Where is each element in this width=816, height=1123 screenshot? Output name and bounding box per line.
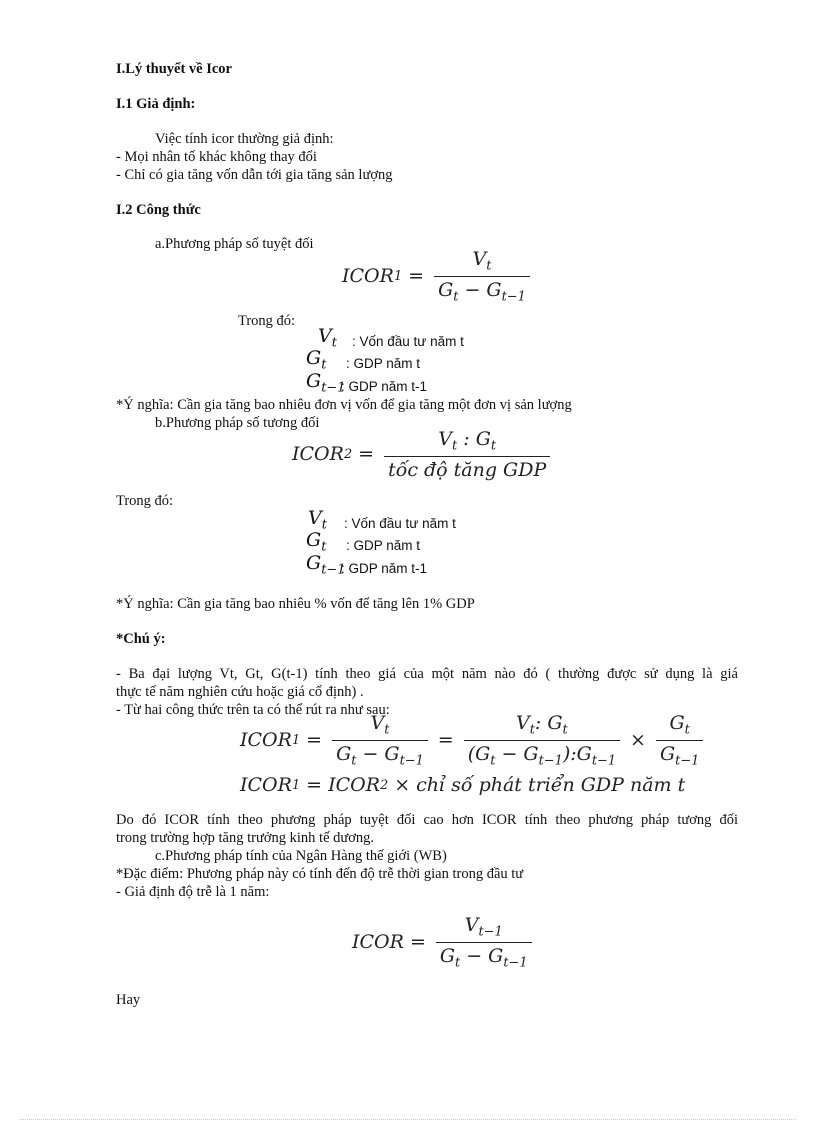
variable-vt-desc: : Vốn đầu tư năm t: [352, 334, 464, 349]
variable-gt1-desc: : GDP năm t-1: [341, 561, 428, 576]
heading-assumptions: I.1 Giả định:: [116, 96, 196, 112]
variable-gt: $G_t$: [306, 529, 327, 555]
note-heading: *Chú ý:: [116, 631, 166, 647]
heading-formulas: I.2 Công thức: [116, 202, 201, 218]
variable-gt1-desc: : GDP năm t-1: [341, 379, 428, 394]
variable-vt: $V_t$: [318, 325, 337, 351]
equation-icor1-absolute: ICOR 1 = $\frac{V_t}{G_t - G_{t-1}}$: [342, 248, 534, 304]
note-line: thực tế năm nghiên cứu hoặc giá cố định) .: [116, 684, 364, 700]
conclusion-line: trong trường hợp tăng trưởng kinh tế dương.: [116, 830, 375, 846]
variable-gt-desc: : GDP năm t: [346, 538, 421, 553]
variable-gt-desc: : GDP năm t: [346, 356, 421, 371]
equation-icor2-relative: ICOR 2 = $\frac{V_t : G_t}{\text{tốc độ tăng GDP}}$: [292, 428, 554, 481]
page-bottom-border: [20, 1119, 796, 1120]
meaning-b: *Ý nghĩa: Cần gia tăng bao nhiêu % vốn để tăng lên 1% GDP: [116, 596, 475, 612]
equation-icor1-icor2-relation: ICOR 1 = ICOR 2 × chỉ số phát triển GDP năm t: [240, 774, 686, 796]
assumptions-intro: Việc tính icor thường giả định:: [155, 131, 334, 147]
where-label: Trong đó:: [116, 493, 174, 509]
note-line: - Ba đại lượng Vt, Gt, G(t-1) tính theo giá của một năm nào đó ( thường được sử dụng là giá: [116, 666, 738, 682]
variable-vt: $V_t$: [308, 507, 327, 533]
assumption-item: - Chỉ có gia tăng vốn dẫn tới gia tăng sản lượng: [116, 167, 393, 183]
equation-icor-wb: ICOR = $\frac{V_{t-1}}{G_t - G_{t-1}}$: [352, 914, 536, 970]
where-label: Trong đó:: [238, 313, 296, 329]
heading-main: I.Lý thuyết về Icor: [116, 61, 232, 77]
conclusion-line: Do đó ICOR tính theo phương pháp tuyệt đối cao hơn ICOR tính theo phương pháp tương đối: [116, 812, 738, 828]
method-c-title: c.Phương pháp tính của Ngân Hàng thế giới (WB): [155, 848, 447, 864]
variable-gt: $G_t$: [306, 347, 327, 373]
method-b-title: b.Phương pháp số tương đối: [155, 415, 320, 431]
equation-icor1-derivation: ICOR 1 = $\frac{V_t}{G_t - G_{t-1}}$ = $\frac{V_t: G_t}{(G_t - G_{t-1}):G_{t-1}}$ × $\frac{G_t}{G_{t-1}}$: [240, 712, 707, 768]
method-a-title: a.Phương pháp số tuyệt đối: [155, 236, 314, 252]
variable-vt-desc: : Vốn đầu tư năm t: [344, 516, 456, 531]
method-c-feature: *Đặc điểm: Phương pháp này có tính đến độ trễ thời gian trong đầu tư: [116, 866, 524, 882]
assumption-item: - Mọi nhân tố khác không thay đổi: [116, 149, 317, 165]
variable-gt1: $G_{t-1}$: [306, 370, 346, 396]
note-line: - Từ hai công thức trên ta có thể rút ra như sau:: [116, 702, 390, 718]
variable-gt1: $G_{t-1}$: [306, 552, 346, 578]
meaning-a: *Ý nghĩa: Cần gia tăng bao nhiêu đơn vị vốn để gia tăng một đơn vị sản lượng: [116, 397, 572, 413]
method-c-assumption: - Giả định độ trễ là 1 năm:: [116, 884, 270, 900]
hay-text: Hay: [116, 992, 141, 1008]
